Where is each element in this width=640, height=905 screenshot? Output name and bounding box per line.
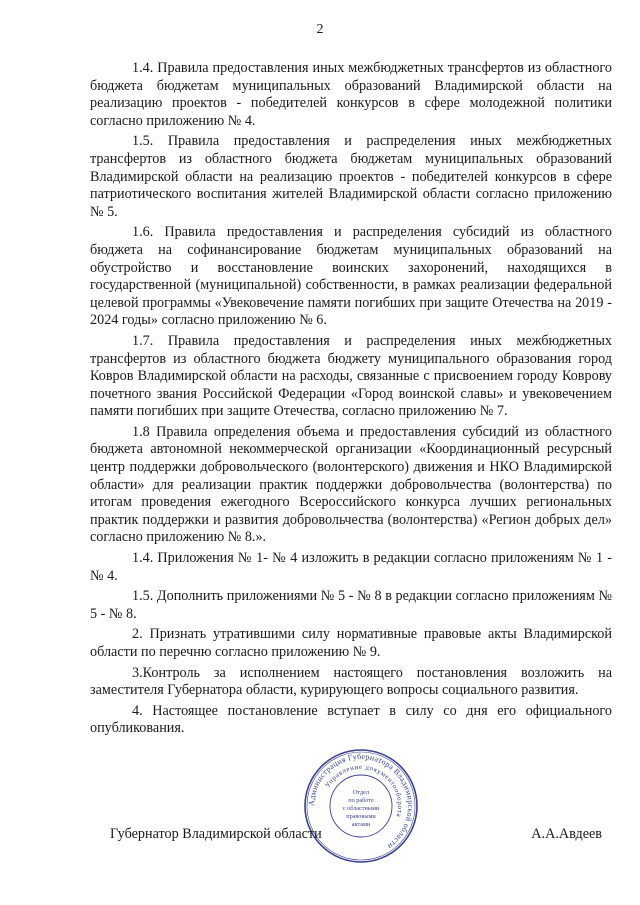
signatory-name: А.А.Авдеев — [531, 826, 602, 842]
paragraph-1-4-appendices: 1.4. Приложения № 1- № 4 изложить в редакции согласно приложениям № 1 - № 4. — [90, 550, 612, 584]
page-number: 2 — [316, 22, 324, 37]
paragraph-1-6-war-graves: 1.6. Правила предоставления и распределения субсидий из областного бюджета на софинансирование бюджетам муниципальных образований на обустройство и восстановление воинских захоронений, находящихся в государственной (муниципальной) собственности, в рамках реализации федеральной целевой программы «Увековечение памяти погибших при защите Отечества на 2019 - 2024 годы» согласно приложению № 6. — [90, 224, 612, 329]
stamp-outer-text: Администрация Губернатора Владимирской области — [306, 751, 416, 851]
paragraph-4-effective: 4. Настоящее постановление вступает в силу со дня его официального опубликования. — [90, 702, 612, 737]
signature-block — [110, 826, 602, 846]
official-stamp — [303, 748, 419, 864]
paragraph-1-4-youth-policy: 1.4. Правила предоставления иных межбюджетных трансфертов из областного бюджета бюджетам муниципальных образований Владимирской области на реализацию проектов - победителей конкурсов в сфере молодежной политики согласно приложению № 4. — [90, 60, 612, 129]
paragraph-3-control: 3.Контроль за исполнением настоящего постановления возложить на заместителя Губернатора области, курирующего вопросы социального развития. — [90, 664, 612, 699]
stamp-inner-text: Управление документооборота — [323, 762, 405, 819]
paragraph-1-5-add-appendices: 1.5. Дополнить приложениями № 5 - № 8 в редакции согласно приложениям № 5 - № 8. — [90, 588, 612, 622]
stamp-center-line-2: по работе — [348, 797, 374, 804]
signatory-title: Губернатор Владимирской области — [110, 826, 322, 842]
paragraph-1-7-kovrov: 1.7. Правила предоставления и распределения иных межбюджетных трансфертов из областного бюджета бюджету муниципального образования город Ковров Владимирской области на расходы, связанные с присвоением городу Коврову почетного звания Российской Федерации «Город воинской славы» и увековечением памяти погибших при защите Отечества, согласно приложению № 7. — [90, 332, 612, 420]
document-body — [90, 60, 612, 741]
stamp-seal-graphic — [303, 748, 419, 864]
paragraph-1-5-patriotic-education: 1.5. Правила предоставления и распределения иных межбюджетных трансфертов из областного бюджета бюджетам муниципальных образований Владимирской области на реализацию проектов - победителей конкурсов в сфере патриотического воспитания жителей Владимирской области согласно приложению № 5. — [90, 133, 612, 220]
stamp-center-line-1: Отдел — [352, 789, 370, 796]
stamp-center-line-3: с областными — [342, 805, 380, 812]
stamp-center-line-5: актами — [351, 821, 371, 828]
stamp-center-line-4: правовыми — [346, 813, 376, 820]
paragraph-2-repeal: 2. Признать утратившими силу нормативные правовые акты Владимирской области по перечню согласно приложению № 9. — [90, 626, 612, 660]
paragraph-1-8-volunteer-center: 1.8 Правила определения объема и предоставления субсидий из областного бюджета автономной некоммерческой организации «Координационный ресурсный центр поддержки добровольческого (волонтерского) движения и НКО Владимирской области» для реализации практик поддержки добровольчества (волонтерства) по итогам проведения ежегодного Всероссийского конкурса лучших региональных практик поддержки и развития добровольчества (волонтерства) «Регион добрых дел» согласно приложению № 8.». — [90, 423, 612, 546]
